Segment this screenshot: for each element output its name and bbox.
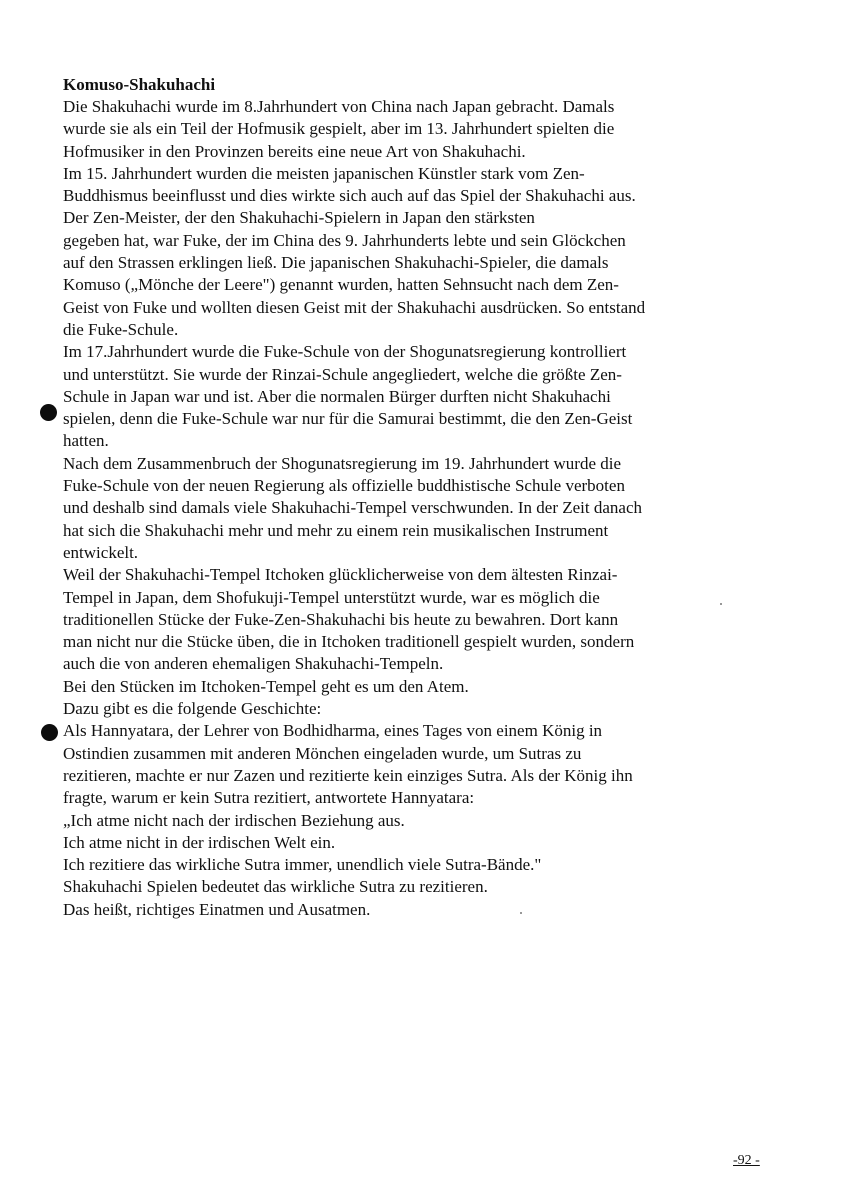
text-line: hatten.	[63, 431, 109, 451]
text-line: und unterstützt. Sie wurde der Rinzai-Schule angegliedert, welche die größte Zen-	[63, 364, 622, 384]
text-line: Tempel in Japan, dem Shofukuji-Tempel unterstützt wurde, war es möglich die	[63, 587, 600, 607]
text-line: und deshalb sind damals viele Shakuhachi-Tempel verschwunden. In der Zeit danach	[63, 498, 642, 518]
text-line: gegeben hat, war Fuke, der im China des 9. Jahrhunderts lebte und sein Glöckchen	[63, 230, 626, 250]
text-line: Ich rezitiere das wirkliche Sutra immer, unendlich viele Sutra-Bände."	[63, 855, 542, 875]
text-line: die Fuke-Schule.	[63, 319, 179, 339]
text-line: hat sich die Shakuhachi mehr und mehr zu einem rein musikalischen Instrument	[63, 520, 609, 540]
document-body	[63, 74, 753, 921]
text-line: traditionellen Stücke der Fuke-Zen-Shakuhachi bis heute zu bewahren. Dort kann	[63, 609, 619, 629]
text-line: spielen, denn die Fuke-Schule war nur für die Samurai bestimmt, die den Zen-Geist	[63, 409, 633, 429]
text-line: Bei den Stücken im Itchoken-Tempel geht es um den Atem.	[63, 676, 469, 696]
text-line: Geist von Fuke und wollten diesen Geist mit der Shakuhachi ausdrücken. So entstand	[63, 297, 646, 317]
text-line: fragte, warum er kein Sutra rezitiert, antwortete Hannyatara:	[63, 788, 475, 808]
text-line: auf den Strassen erklingen ließ. Die japanischen Shakuhachi-Spieler, die damals	[63, 253, 609, 273]
text-line: Der Zen-Meister, der den Shakuhachi-Spielern in Japan den stärksten	[63, 208, 535, 228]
text-line: Buddhismus beeinflusst und dies wirkte sich auch auf das Spiel der Shakuhachi aus.	[63, 186, 636, 206]
text-line: Nach dem Zusammenbruch der Shogunatsregierung im 19. Jahrhundert wurde die	[63, 453, 622, 473]
text-line: Dazu gibt es die folgende Geschichte:	[63, 699, 322, 719]
text-line: Ostindien zusammen mit anderen Mönchen eingeladen wurde, um Sutras zu	[63, 743, 582, 763]
text-line: rezitieren, machte er nur Zazen und rezitierte kein einziges Sutra. Als der König ihn	[63, 765, 633, 785]
text-line: „Ich atme nicht nach der irdischen Beziehung aus.	[63, 810, 405, 830]
text-line: Im 17.Jahrhundert wurde die Fuke-Schule von der Shogunatsregierung kontrolliert	[63, 342, 627, 362]
text-line: auch die von anderen ehemaligen Shakuhachi-Tempeln.	[63, 654, 444, 674]
text-line: entwickelt.	[63, 542, 139, 562]
text-line: Im 15. Jahrhundert wurden die meisten japanischen Künstler stark vom Zen-	[63, 163, 585, 183]
text-line: Ich atme nicht in der irdischen Welt ein.	[63, 832, 336, 852]
text-line: man nicht nur die Stücke üben, die in Itchoken traditionell gespielt wurden, sondern	[63, 632, 635, 652]
text-line: Die Shakuhachi wurde im 8.Jahrhundert von China nach Japan gebracht. Damals	[63, 97, 615, 116]
text-line: Als Hannyatara, der Lehrer von Bodhidharma, eines Tages von einem König in	[63, 721, 603, 741]
text-line: Fuke-Schule von der neuen Regierung als offizielle buddhistische Schule verboten	[63, 476, 625, 496]
document-title: Komuso-Shakuhachi	[63, 75, 216, 94]
punch-hole-mark	[40, 404, 57, 421]
text-line: Schule in Japan war und ist. Aber die normalen Bürger durften nicht Shakuhachi	[63, 386, 611, 406]
text-line: Komuso („Mönche der Leere") genannt wurden, hatten Sehnsucht nach dem Zen-	[63, 275, 619, 295]
text-line: Shakuhachi Spielen bedeutet das wirkliche Sutra zu rezitieren.	[63, 877, 488, 897]
text-line: wurde sie als ein Teil der Hofmusik gespielt, aber im 13. Jahrhundert spielten die	[63, 119, 615, 139]
text-line: Das heißt, richtiges Einatmen und Ausatmen.	[63, 899, 371, 919]
punch-hole-mark	[41, 724, 58, 741]
paragraph-lines	[63, 96, 753, 921]
text-line: Hofmusiker in den Provinzen bereits eine neue Art von Shakuhachi.	[63, 141, 526, 161]
page-number: -92 -	[733, 1153, 760, 1168]
text-line: Weil der Shakuhachi-Tempel Itchoken glücklicherweise von dem ältesten Rinzai-	[63, 565, 618, 585]
